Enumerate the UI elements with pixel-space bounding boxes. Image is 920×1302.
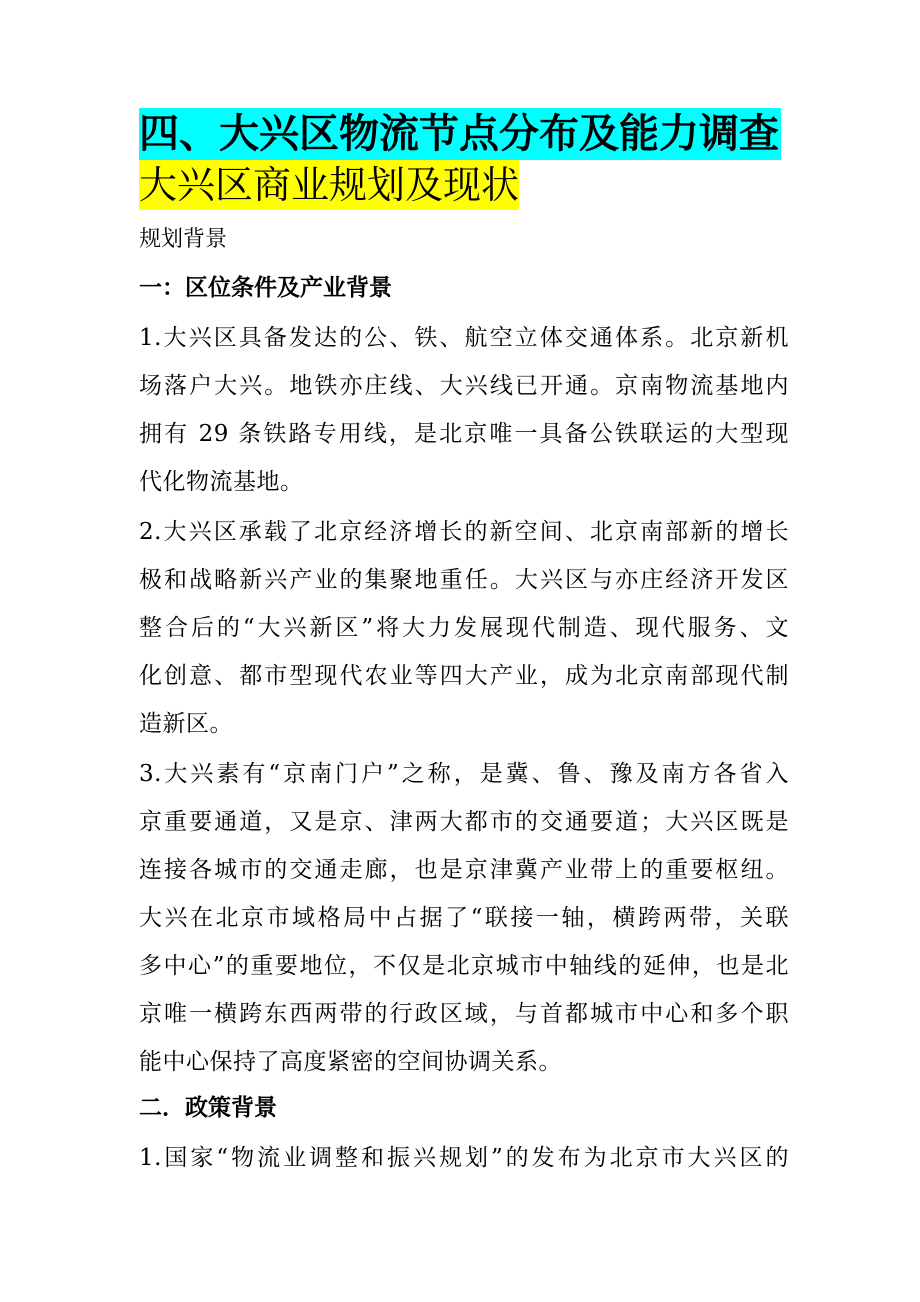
paragraph — [139, 1134, 789, 1182]
section-2-title: 二．政策背景 — [139, 1094, 277, 1121]
paragraph-line: 2.大兴区承载了北京经济增长的新空间、北京南部新的增长 — [139, 519, 789, 545]
section-1-title: 一：区位条件及产业背景 — [139, 274, 392, 301]
paragraph-line: 整合后的“大兴新区”将大力发展现代制造、现代服务、文 — [139, 615, 789, 641]
paragraph-line: 1.大兴区具备发达的公、铁、航空立体交通体系。北京新机 — [139, 325, 789, 351]
paragraph-line: 多中心”的重要地位，不仅是北京城市中轴线的延伸，也是北 — [139, 953, 789, 979]
paragraph-line: 京重要通道，又是京、津两大都市的交通要道；大兴区既是 — [139, 809, 789, 835]
paragraph-line: 连接各城市的交通走廊，也是京津冀产业带上的重要枢纽。 — [139, 857, 789, 883]
heading-1: 四、大兴区物流节点分布及能力调查 — [139, 108, 781, 160]
paragraph-line: 京唯一横跨东西两带的行政区域，与首都城市中心和多个职 — [139, 1001, 789, 1027]
paragraph-line: 代化物流基地。 — [139, 469, 304, 495]
paragraph — [139, 508, 789, 748]
paragraph-line: 化创意、都市型现代农业等四大产业，成为北京南部现代制 — [139, 663, 789, 689]
document-content — [139, 108, 789, 1184]
heading-2-row — [139, 160, 789, 210]
paragraph-line: 极和战略新兴产业的集聚地重任。大兴区与亦庄经济开发区 — [139, 567, 789, 593]
paragraph-line: 拥有 29 条铁路专用线，是北京唯一具备公铁联运的大型现 — [139, 421, 789, 447]
paragraph — [139, 750, 789, 1086]
planning-background-label: 规划背景 — [139, 227, 228, 252]
heading-2: 大兴区商业规划及现状 — [139, 160, 519, 210]
paragraph-line: 场落户大兴。地铁亦庄线、大兴线已开通。京南物流基地内 — [139, 373, 789, 399]
paragraph-line: 造新区。 — [139, 711, 233, 737]
heading-1-row — [139, 108, 789, 160]
paragraph — [139, 314, 789, 506]
paragraph-line: 能中心保持了高度紧密的空间协调关系。 — [139, 1049, 562, 1075]
paragraph-line: 1.国家“物流业调整和振兴规划”的发布为北京市大兴区的 — [139, 1145, 789, 1171]
paragraph-line: 大兴在北京市域格局中占据了“联接一轴，横跨两带，关联 — [139, 905, 789, 931]
paragraph-line: 3.大兴素有“京南门户”之称，是冀、鲁、豫及南方各省入 — [139, 761, 789, 787]
